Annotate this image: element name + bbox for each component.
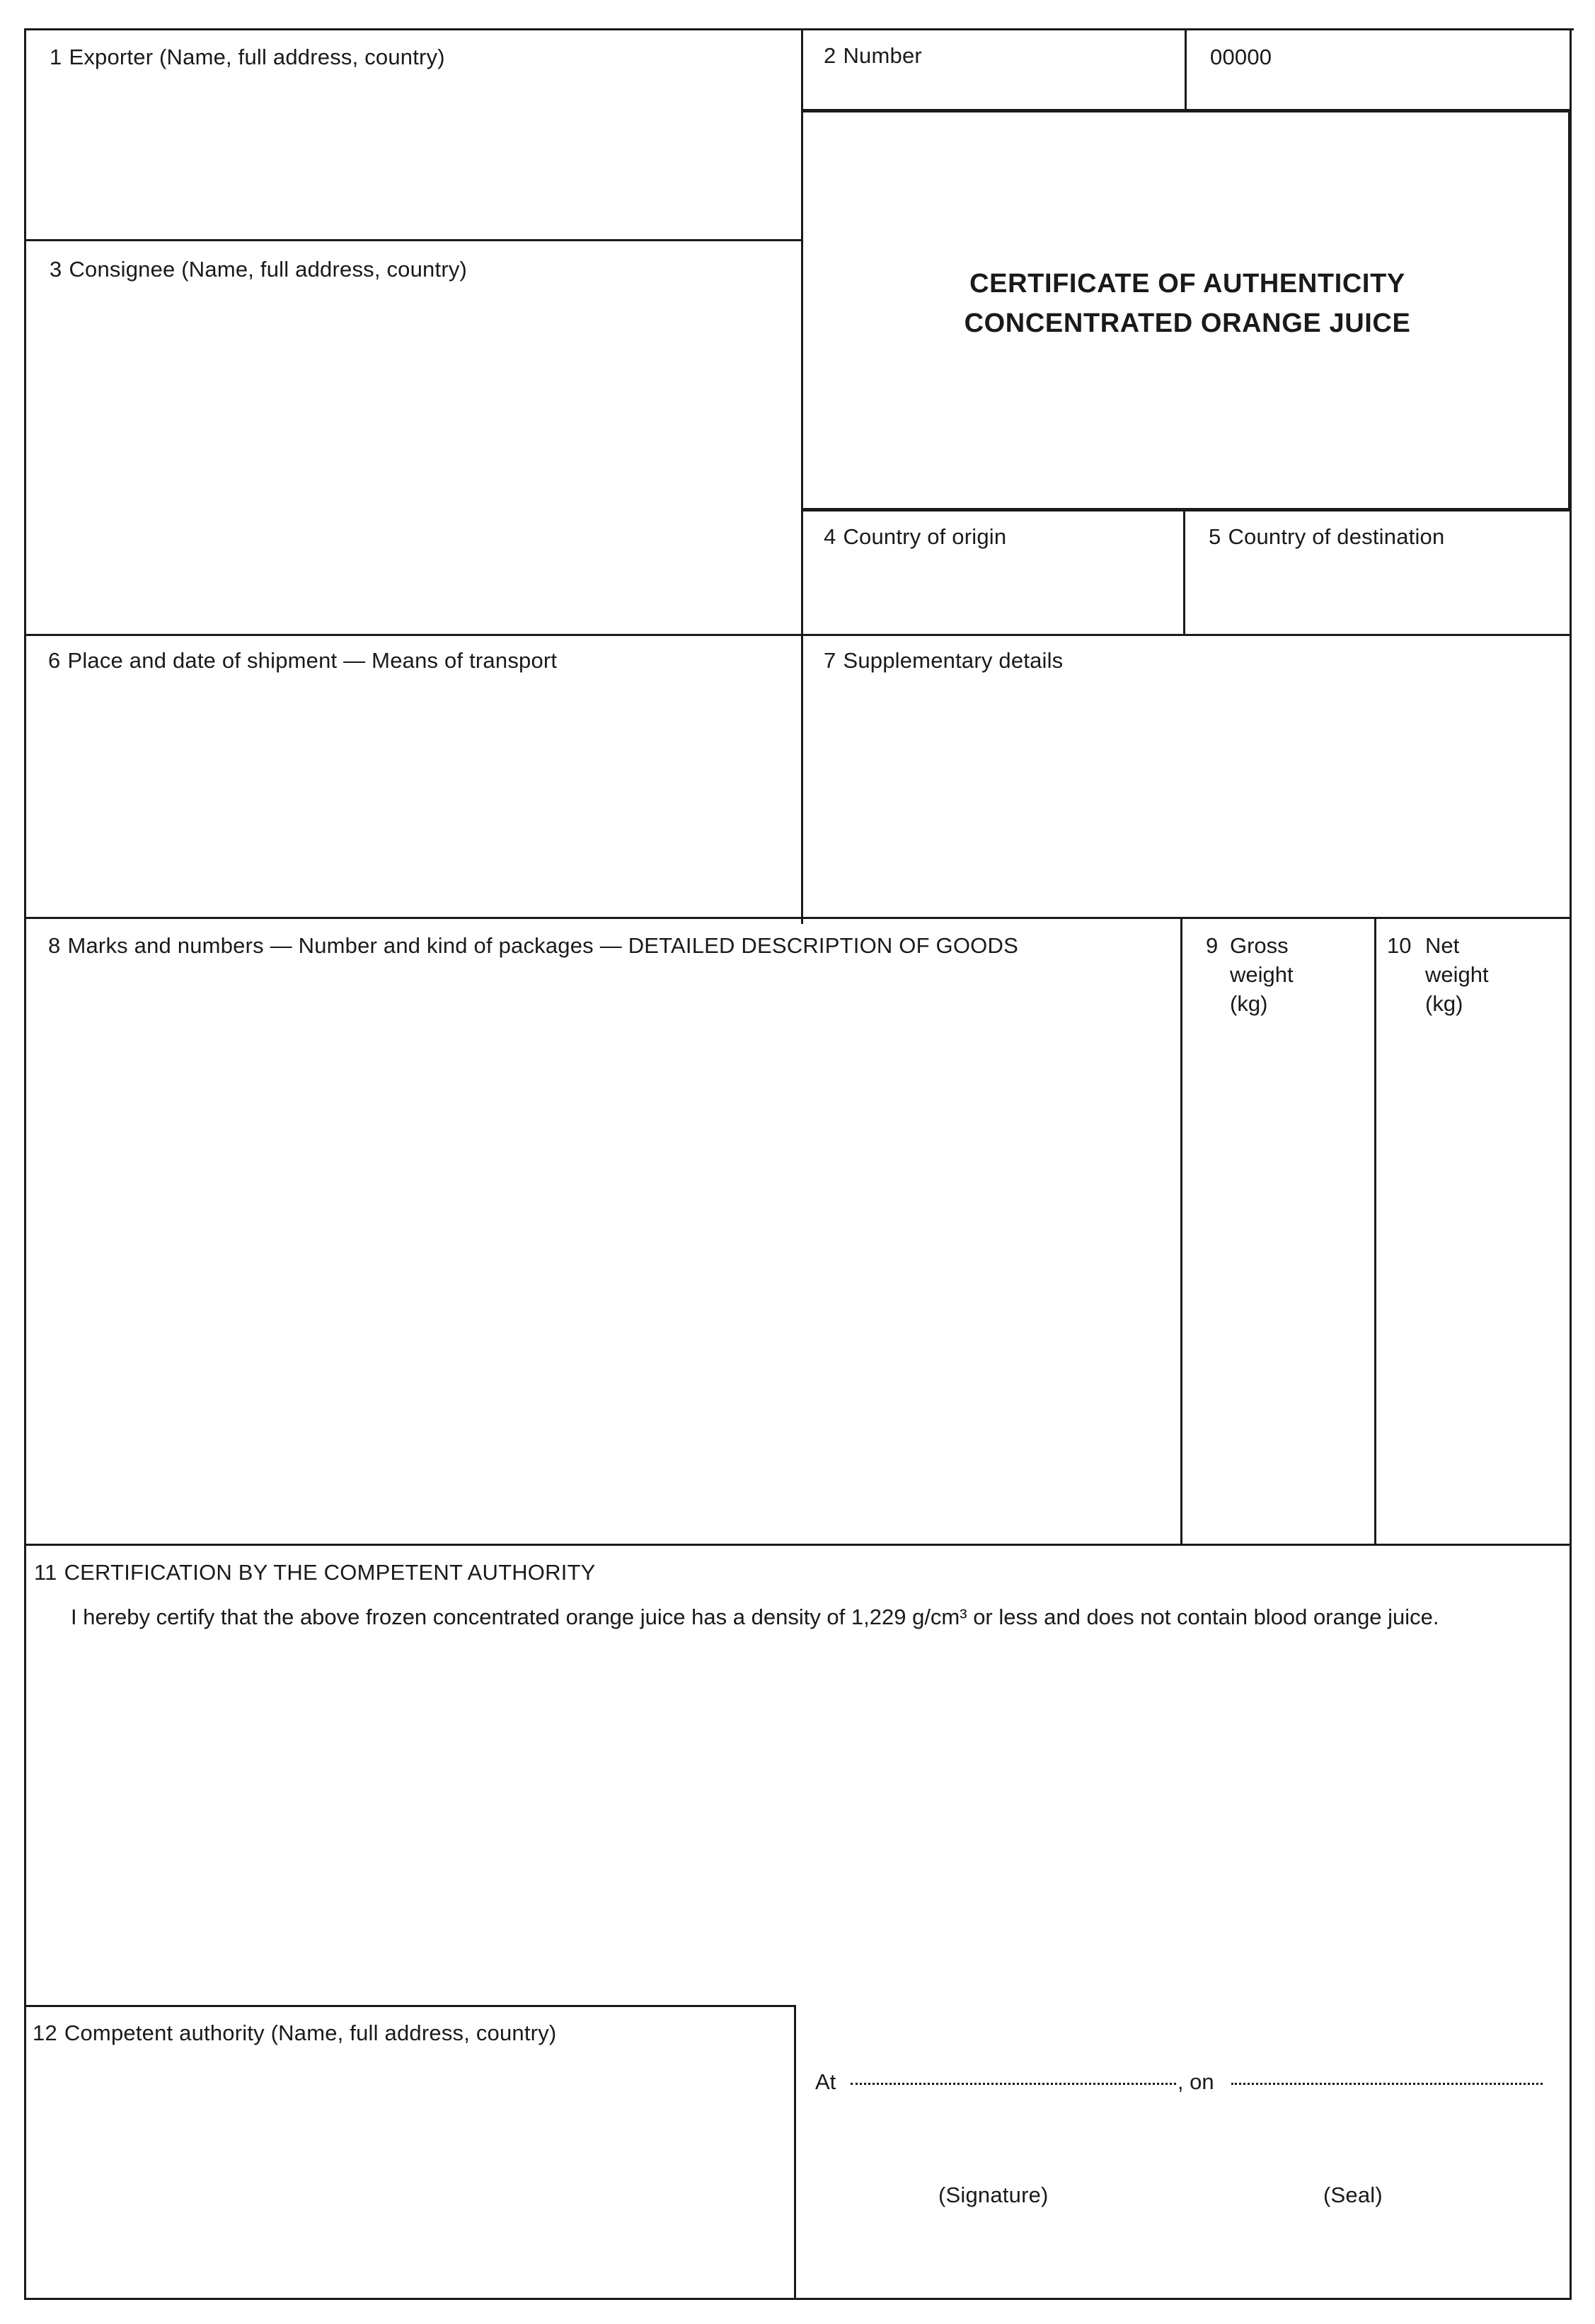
origin-label [824,522,1006,551]
goods-label-text: Marks and numbers — Number and kind of packages — DETAILED DESCRIPTION OF GOODS [67,933,1018,958]
exporter-label [50,42,445,71]
certification-index: 11 [34,1560,57,1585]
net-weight-line-3: (kg) [1425,991,1463,1016]
divider-gross-weight [1180,917,1182,1545]
gross-weight-index: 9 [1206,933,1219,958]
net-weight-index: 10 [1387,933,1412,958]
destination-index: 5 [1209,524,1221,549]
consignee-index: 3 [50,257,62,282]
frame-bottom [24,2298,1572,2300]
serial-number: 00000 [1210,45,1272,69]
shipment-label [48,646,557,675]
authority-label [33,2018,556,2047]
divider-number [1185,28,1187,110]
certification-label-text: CERTIFICATION BY THE COMPETENT AUTHORITY [64,1560,596,1585]
number-label [824,41,922,70]
exporter-label-text: Exporter (Name, full address, country) [69,45,445,69]
authority-index: 12 [33,2021,57,2045]
at-label: At [815,2069,836,2094]
certification-statement: I hereby certify that the above frozen concentrated orange juice has a density of 1,229 g/cm³ or less and does not contain blood orange juice. [71,1605,1439,1629]
place-field[interactable] [851,2083,1176,2085]
shipment-label-text: Place and date of shipment — Means of transport [67,648,558,673]
frame-left [24,28,26,2299]
destination-label-text: Country of destination [1228,524,1445,549]
date-field[interactable] [1231,2083,1543,2085]
title-box-bottom [801,508,1572,511]
number-index: 2 [824,43,836,68]
divider-net-weight [1374,917,1376,1545]
origin-index: 4 [824,524,836,549]
authority-label-text: Competent authority (Name, full address, country) [64,2021,557,2045]
origin-label-text: Country of origin [843,524,1007,549]
place-date-line [815,2067,1543,2096]
frame-top [25,28,1574,30]
number-label-text: Number [843,43,922,68]
title-box-top [801,109,1572,112]
supplementary-index: 7 [824,648,836,673]
consignee-label [50,255,467,284]
supplementary-label [824,646,1063,675]
goods-index: 8 [48,933,61,958]
authority-box-top [24,2005,796,2007]
divider-exporter-consignee [24,239,802,241]
net-weight-line-2: weight [1425,962,1489,987]
shipment-index: 6 [48,648,61,673]
certificate-title-line-1: CERTIFICATE OF AUTHENTICITY [969,269,1405,299]
on-label: , on [1177,2069,1214,2094]
net-weight-label [1387,931,1557,1023]
supplementary-label-text: Supplementary details [843,648,1064,673]
certification-label [34,1558,596,1587]
gross-weight-line-3: (kg) [1230,991,1268,1016]
divider-row-11 [24,1544,1572,1546]
signature-label: (Signature) [938,2183,1049,2207]
divider-origin-destination [1183,509,1185,635]
net-weight-line-1: Net [1425,933,1460,958]
gross-weight-line-1: Gross [1230,933,1289,958]
gross-weight-line-2: weight [1230,962,1294,987]
gross-weight-label [1206,931,1361,1023]
divider-row-6 [24,634,1572,636]
destination-label [1209,522,1444,551]
divider-top-center [801,28,803,924]
exporter-index: 1 [50,45,62,69]
seal-label: (Seal) [1323,2183,1383,2207]
consignee-label-text: Consignee (Name, full address, country) [69,257,468,282]
authority-box-right [794,2005,796,2299]
divider-row-8 [24,917,1572,919]
certificate-title-line-2: CONCENTRATED ORANGE JUICE [964,308,1411,338]
goods-label [48,931,1018,960]
